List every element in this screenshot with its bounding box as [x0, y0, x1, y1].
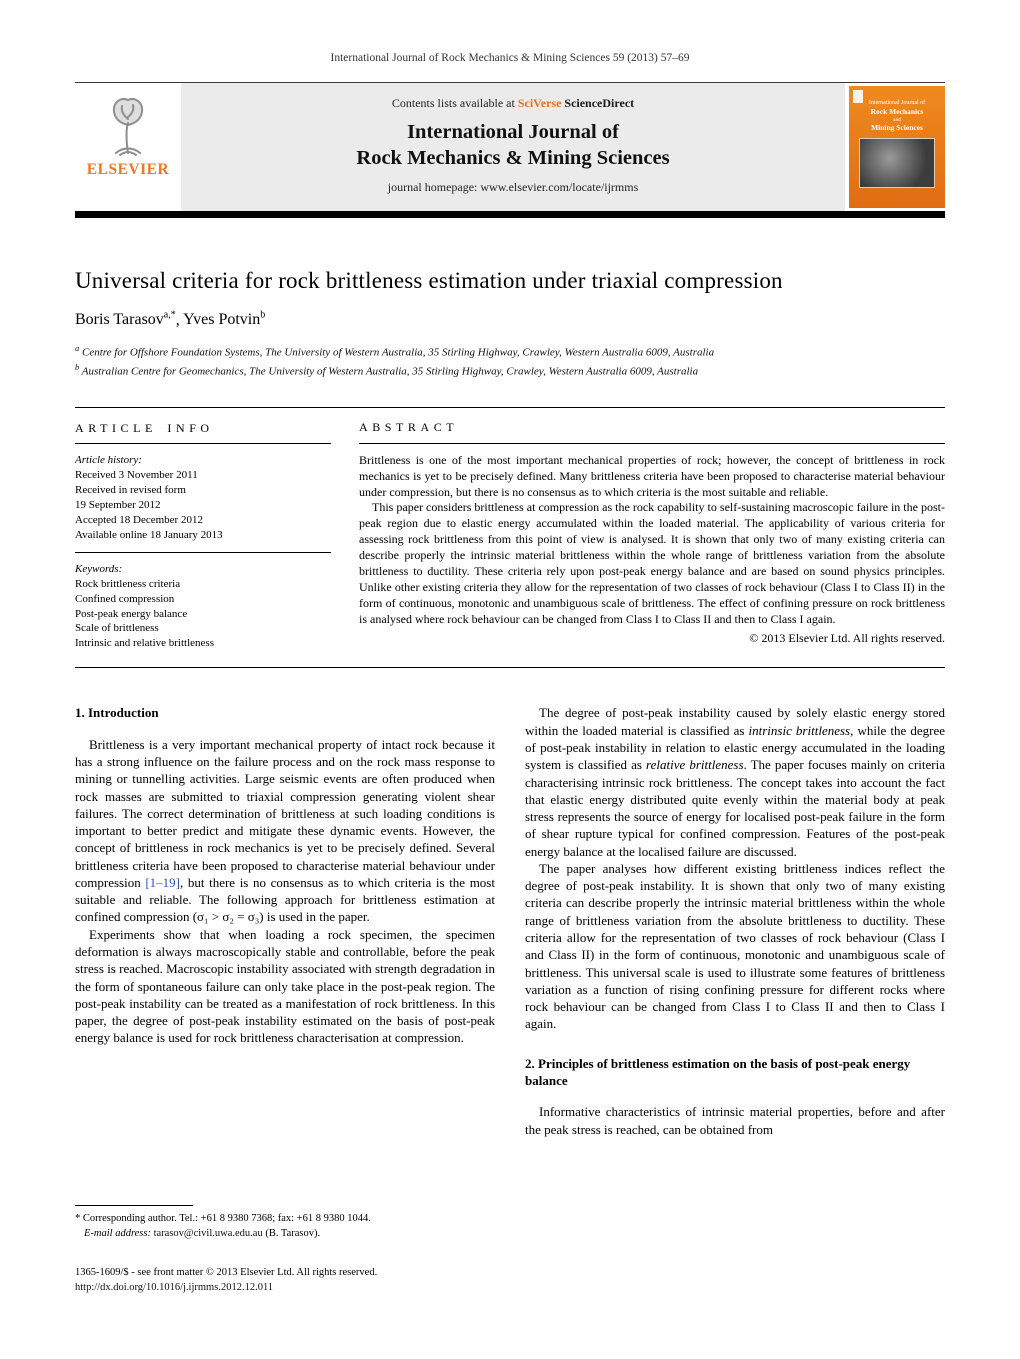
email-link[interactable]: tarasov@civil.uwa.edu.au [153, 1227, 263, 1239]
cover-title-line: and [893, 116, 901, 123]
body-paragraph [75, 736, 495, 926]
affiliations [75, 342, 945, 380]
keywords-divider [75, 552, 331, 553]
elsevier-logo [75, 83, 181, 211]
body-paragraph: Experiments show that when loading a rock specimen, the specimen deformation is always macroscopically stable and controllable, before the peak stress is reached. Macroscopic instability associated with strength degradation in the form of spontaneous failure can only take place in the post-peak region. The post-peak instability can be treated as a manifestation of rock brittleness. In this paper, the degree of post-peak instability estimated on the basis of post-peak energy balance is used for rock brittleness characterisation at compression. [75, 926, 495, 1046]
history-line: Available online 18 January 2013 [75, 528, 223, 541]
issn-copyright-line: 1365-1609/$ - see front matter © 2013 Elsevier Ltd. All rights reserved. [75, 1266, 378, 1278]
cover-title-line: Mining Sciences [871, 123, 923, 133]
sciverse-sciencedirect-link[interactable] [518, 96, 634, 110]
paragraph-text: Brittleness is a very important mechanical property of intact rock because it has a strong influence on the failure process and on the rock mass response to mining or tunnelling activities. Large seismic events are often produced when rock masses are submitted to triaxial compression generating violent shear failures. The correct determination of brittleness at such loading conditions is important to better predict and mitigate these dynamic events. However, the concept of brittleness in rock mechanics is yet to be precisely defined. Several brittleness criteria have been proposed to characterise material behaviour under compression [75, 736, 495, 890]
info-abstract-block [75, 407, 945, 669]
author-name [183, 311, 265, 328]
paragraph-text: , but there is no consensus as to which criteria is the most suitable and reliable. The following approach for brittleness estimation at confined compression (σ₁ > σ₂ = σ₃) is used in the paper. [75, 874, 495, 925]
footnote-line: * Corresponding author. Tel.: +61 8 9380 7368; fax: +61 8 9380 1044. [75, 1213, 371, 1225]
keywords-label: Keywords: [75, 562, 123, 575]
paragraph-text: . The paper focuses mainly on criteria characterising intrinsic rock brittleness. The concept takes into account the fact that elastic energy distributed quite evenly within the material body at peak stress represents the source of energy for localised post-peak failure in the form of shear rupture typical for confined compression. Features of the post-peak energy balance at the localised failure are discussed. [525, 757, 945, 859]
paragraph-text: The degree of post-peak instability caused by solely elastic energy stored within the loaded material is classified as [525, 705, 945, 738]
article-title: Universal criteria for rock brittleness estimation under triaxial compression [75, 268, 783, 293]
contents-line [181, 96, 845, 111]
article-history [75, 453, 331, 543]
keywords [75, 562, 331, 652]
author-affiliation-marker: b [260, 310, 266, 321]
emphasized-term: relative brittleness [646, 757, 744, 773]
body-left-column [75, 704, 495, 1137]
masthead-divider-bar [75, 211, 945, 218]
journal-title [181, 120, 845, 171]
author-name [75, 311, 176, 328]
abstract-paragraph: This paper considers brittleness at compression as the rock capability to self-sustaining macroscopic failure in the post-peak region due to elastic energy accumulated within the loaded material. The applicability of various criteria for assessing rock brittleness from this point of view is analysed. It is shown that only two of many existing criteria can describe properly the intrinsic material brittleness within the whole range of brittleness variation from the absolute brittleness to ductility. These criteria rely upon post-peak energy balance and are based on sound physics principles. Unlike other existing criteria they allow for the representation of two classes of rock behaviour (Class I to Class II) in the form of continuous, monotonic and unambiguous scale of brittleness. The effect of confining pressure on rock brittleness is analysed where rock behaviour can be changed from Class I to Class II and then to Class I again. [359, 500, 945, 627]
body-paragraph: The paper analyses how different existing brittleness indices reflect the degree of post-peak instability. It is shown that only two of many existing criteria can describe properly the intrinsic material brittleness within the whole range of brittleness variation from the absolute brittleness to ductility. These criteria allow for the representation of two classes of rock behaviour (Class I and Class II) in the form of continuous, monotonic and unambiguous scale of brittleness. This universal scale is used to illustrate some features of brittleness variation as a function of rising confining pressure for different rocks where rock behaviour can be changed from Class I to Class II and then to Class I again. [525, 860, 945, 1032]
masthead [75, 82, 945, 211]
sciverse-wordmark[interactable]: SciVerse [517, 96, 562, 110]
author-name-text: Yves Potvin [183, 311, 261, 329]
affiliation-marker: b [75, 362, 80, 373]
authors-line [75, 310, 945, 329]
elsevier-tree-icon [99, 95, 157, 159]
journal-homepage-link[interactable]: www.elsevier.com/locate/ijrmms [480, 180, 639, 195]
affiliation-marker: a [75, 343, 80, 354]
cover-photo [859, 138, 935, 188]
body-columns [75, 704, 945, 1137]
affiliation-line [75, 361, 945, 380]
section-1-heading: 1. Introduction [75, 705, 159, 721]
journal-citation: International Journal of Rock Mechanics & Mining Sciences 59 (2013) 57–69 [330, 52, 690, 64]
body-paragraph: Informative characteristics of intrinsic material properties, before and after the peak stress is reached, can be obtained from [525, 1104, 945, 1137]
abstract-heading: ABSTRACT [359, 420, 945, 444]
email-label: E-mail address: [84, 1227, 154, 1239]
cover-title-line: Rock Mechanics [870, 107, 924, 117]
body-right-column [525, 704, 945, 1137]
section-2-heading: 2. Principles of brittleness estimation on the basis of post-peak energy balance [525, 1055, 911, 1089]
journal-title-line1: International Journal of [407, 121, 619, 143]
cover-elsevier-mark [853, 90, 863, 103]
keyword: Confined compression [75, 592, 175, 605]
corresponding-author-footnote [75, 1205, 495, 1241]
keyword: Scale of brittleness [75, 622, 159, 635]
sciencedirect-wordmark[interactable]: ScienceDirect [564, 96, 635, 110]
body-paragraph [525, 704, 945, 860]
doi-link[interactable]: http://dx.doi.org/10.1016/j.ijrmms.2012.12.011 [75, 1281, 274, 1293]
affiliation-text: Australian Centre for Geomechanics, The University of Western Australia, 35 Stirling Highway, Crawley, Western Australia 6009, Australia [79, 366, 699, 379]
history-line: Received in revised form [75, 483, 186, 496]
affiliation-text: Centre for Offshore Foundation Systems, The University of Western Australia, 35 Stirling Highway, Crawley, Western Australia 6009, Australia [79, 346, 715, 359]
keyword: Intrinsic and relative brittleness [75, 637, 214, 650]
article-history-label: Article history: [75, 453, 142, 466]
keyword: Post-peak energy balance [75, 607, 188, 620]
emphasized-term: intrinsic brittleness [748, 722, 851, 738]
abstract-column [359, 420, 945, 652]
citation-reference-link[interactable]: [1–19] [145, 874, 180, 890]
history-line: Accepted 18 December 2012 [75, 513, 203, 526]
elsevier-wordmark: ELSEVIER [86, 161, 170, 178]
history-line: Received 3 November 2011 [75, 468, 198, 481]
journal-title-line2: Rock Mechanics & Mining Sciences [356, 146, 670, 169]
email-suffix: (B. Tarasov). [262, 1227, 321, 1239]
keyword: Rock brittleness criteria [75, 577, 181, 590]
footnote-rule [75, 1205, 193, 1206]
journal-cover-thumbnail [849, 86, 945, 208]
masthead-center [181, 83, 845, 211]
author-separator: , [175, 311, 184, 329]
journal-homepage-line [181, 180, 845, 195]
cover-column [845, 83, 945, 211]
article-info-heading: ARTICLE INFO [75, 420, 331, 444]
history-line: 19 September 2012 [75, 498, 161, 511]
affiliation-line [75, 342, 945, 361]
abstract-paragraph: Brittleness is one of the most important mechanical properties of rock; however, the concept of brittleness in rock mechanics is yet to be precisely defined. Many brittleness criteria have been proposed to characterise material behaviour under compression, but there is no consensus as to which criteria is the most suitable and reliable. [359, 452, 945, 499]
article-info-column [75, 420, 331, 652]
author-name-text: Boris Tarasov [75, 311, 164, 329]
abstract-copyright: © 2013 Elsevier Ltd. All rights reserved. [749, 631, 945, 646]
homepage-label: journal homepage: [387, 180, 481, 195]
contents-prefix: Contents lists available at [391, 96, 518, 110]
cover-title-line: International Journal of [868, 100, 926, 106]
author-affiliation-marker: a,* [163, 310, 176, 321]
footnote-email-line [84, 1227, 495, 1241]
page-footer [75, 1265, 377, 1295]
paragraph-text: , while the degree of post-peak instability in relation to elastic energy accumulated in the loading system is classified as [525, 722, 946, 773]
